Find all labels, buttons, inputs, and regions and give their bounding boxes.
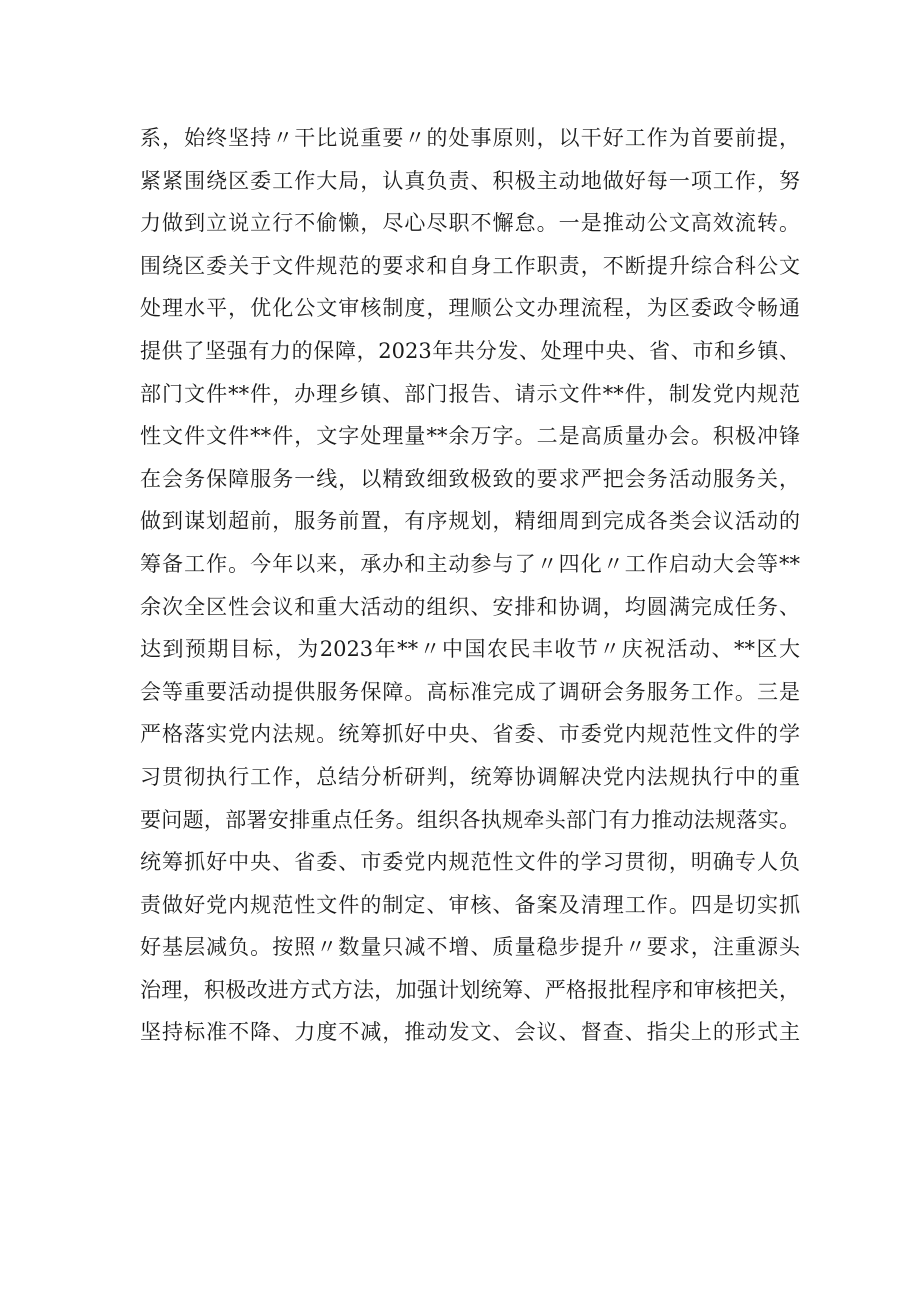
text-line: 余次全区性会议和重大活动的组织、安排和协调，均圆满完成任务、 xyxy=(140,594,800,619)
text-line: 处理水平，优化公文审核制度，理顺公文办理流程，为区委政令畅通 xyxy=(140,296,800,321)
text-line: 统筹抓好中央、省委、市委党内规范性文件的学习贯彻，明确专人负 xyxy=(140,850,800,875)
text-line: 系，始终坚持〃干比说重要〃的处事原则，以干好工作为首要前提， xyxy=(140,126,800,150)
text-line: 治理，积极改进方式方法，加强计划统筹、严格报批程序和审核把关， xyxy=(140,977,800,1002)
text-line: 围绕区委关于文件规范的要求和自身工作职责，不断提升综合科公文 xyxy=(140,253,800,278)
text-line: 要问题，部署安排重点任务。组织各执规牵头部门有力推动法规落实。 xyxy=(140,807,800,832)
text-line: 性文件文件**件，文字处理量**余万字。二是高质量办会。积极冲锋 xyxy=(140,424,800,449)
text-line: 部门文件**件，办理乡镇、部门报告、请示文件**件，制发党内规范 xyxy=(140,381,800,406)
text-line: 习贯彻执行工作，总结分析研判，统筹协调解决党内法规执行中的重 xyxy=(140,764,800,789)
text-line: 会等重要活动提供服务保障。高标准完成了调研会务服务工作。三是 xyxy=(140,679,800,704)
text-line: 在会务保障服务一线，以精致细致极致的要求严把会务活动服务关， xyxy=(140,466,800,491)
text-line: 提供了坚强有力的保障，2023年共分发、处理中央、省、市和乡镇、 xyxy=(140,338,800,363)
text-line: 力做到立说立行不偷懒，尽心尽职不懈怠。一是推动公文高效流转。 xyxy=(140,211,800,236)
text-line: 筹备工作。今年以来，承办和主动参与了〃四化〃工作启动大会等** xyxy=(140,551,800,576)
text-line: 责做好党内规范性文件的制定、审核、备案及清理工作。四是切实抓 xyxy=(140,892,800,917)
text-line: 达到预期目标，为2023年**〃中国农民丰收节〃庆祝活动、**区大 xyxy=(140,637,800,662)
text-line: 做到谋划超前，服务前置，有序规划，精细周到完成各类会议活动的 xyxy=(140,509,800,534)
text-line: 好基层减负。按照〃数量只减不增、质量稳步提升〃要求，注重源头 xyxy=(140,935,800,960)
text-line: 坚持标准不降、力度不减，推动发文、会议、督查、指尖上的形式主 xyxy=(140,1020,800,1045)
body-text xyxy=(140,117,800,1054)
text-line: 紧紧围绕区委工作大局，认真负责、积极主动地做好每一项工作，努 xyxy=(140,168,800,193)
text-line: 严格落实党内法规。统筹抓好中央、省委、市委党内规范性文件的学 xyxy=(140,722,800,747)
